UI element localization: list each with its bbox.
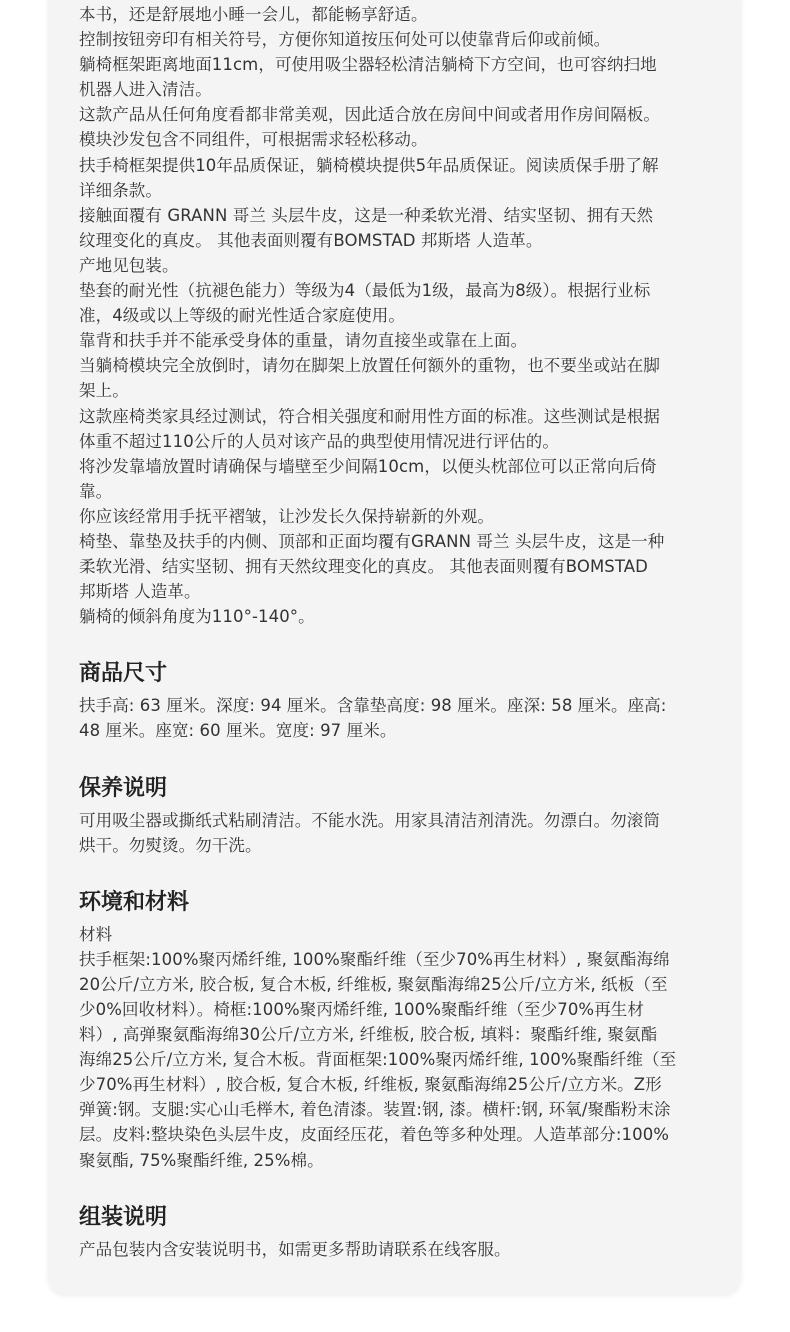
product-info-content — [79, 0, 719, 1262]
description-line: 模块沙发包含不同组件，可根据需求轻松移动。 — [79, 130, 428, 150]
description-line: 椅垫、靠垫及扶手的内侧、顶部和正面均覆有GRANN 哥兰 头层牛皮，这是一种 — [79, 531, 665, 551]
care-line: 烘干。勿熨烫。勿干洗。 — [79, 835, 262, 855]
assembly-line: 产品包装内含安装说明书，如需更多帮助请联系在线客服。 — [79, 1239, 511, 1259]
description-line: 准，4级或以上等级的耐光性适合家庭使用。 — [79, 306, 405, 326]
materials-subheading: 材料 — [79, 924, 113, 944]
materials-line: 料）, 高弹聚氨酯海绵30公斤/立方米, 纤维板, 胶合板, 填料：聚酯纤维, 聚氨酯 — [79, 1025, 658, 1045]
description-line: 纹理变化的真皮。 其他表面则覆有BOMSTAD 邦斯塔 人造革。 — [79, 230, 543, 250]
description-line: 体重不超过110公斤的人员对该产品的典型使用情况进行评估的。 — [79, 431, 559, 451]
description-line: 控制按钮旁印有相关符号，方便你知道按压何处可以使靠背后仰或前倾。 — [79, 30, 611, 50]
care-section — [79, 774, 719, 858]
dimensions-section — [79, 659, 719, 743]
description-line: 柔软光滑、结实坚韧、拥有天然纹理变化的真皮。 其他表面则覆有BOMSTAD — [79, 557, 648, 577]
materials-line: 海绵25公斤/立方米, 复合木板。背面框架:100%聚丙烯纤维, 100%聚酯纤维（至 — [79, 1050, 677, 1070]
description-line: 架上。 — [79, 381, 129, 401]
assembly-heading: 组装说明 — [79, 1204, 168, 1230]
materials-line: 聚氨酯, 75%聚酯纤维, 25%棉。 — [79, 1150, 324, 1170]
materials-heading: 环境和材料 — [79, 889, 190, 915]
description-line: 躺椅框架距离地面11cm，可使用吸尘器轻松清洁躺椅下方空间，也可容纳扫地 — [79, 55, 657, 75]
description-line: 将沙发靠墙放置时请确保与墙壁至少间隔10cm，以便头枕部位可以正常向后倚 — [79, 456, 657, 476]
description-line: 靠。 — [79, 481, 113, 501]
description-line: 邦斯塔 人造革。 — [79, 582, 201, 602]
materials-line: 层。皮料:整块染色头层牛皮，皮面经压花，着色等多种处理。人造革部分:100% — [79, 1125, 670, 1145]
description-line: 机器人进入清洁。 — [79, 80, 212, 100]
description-line: 产地见包装。 — [79, 255, 179, 275]
assembly-section — [79, 1203, 719, 1262]
description-line: 垫套的耐光性（抗褪色能力）等级为4（最低为1级，最高为8级）。根据行业标 — [79, 281, 651, 301]
description-line: 接触面覆有 GRANN 哥兰 头层牛皮，这是一种柔软光滑、结实坚韧、拥有天然 — [79, 205, 654, 225]
materials-line: 少70%再生材料）, 胶合板, 复合木板, 纤维板, 聚氨酯海绵25公斤/立方米。Z形 — [79, 1075, 662, 1095]
description-line: 这款座椅类家具经过测试，符合相关强度和耐用性方面的标准。这些测试是根据 — [79, 406, 660, 426]
description-line: 躺椅的倾斜角度为110°-140°。 — [79, 607, 315, 627]
product-description — [79, 2, 719, 629]
care-heading: 保养说明 — [79, 775, 168, 801]
description-line: 靠背和扶手并不能承受身体的重量，请勿直接坐或靠在上面。 — [79, 331, 528, 351]
description-line: 这款产品从任何角度看都非常美观，因此适合放在房间中间或者用作房间隔板。 — [79, 105, 660, 125]
description-line: 详细条款。 — [79, 180, 162, 200]
materials-line: 扶手框架:100%聚丙烯纤维, 100%聚酯纤维（至少70%再生材料）, 聚氨酯海绵 — [79, 949, 670, 969]
materials-line: 少0%回收材料）。椅框:100%聚丙烯纤维, 100%聚酯纤维（至少70%再生材 — [79, 1000, 644, 1019]
care-line: 可用吸尘器或撕纸式粘刷清洁。不能水洗。用家具清洁剂清洗。勿漂白。勿滚筒 — [79, 810, 660, 830]
dimensions-line: 扶手高: 63 厘米。深度: 94 厘米。含靠垫高度: 98 厘米。座深: 58 厘米。座高: — [79, 696, 667, 716]
materials-section — [79, 888, 719, 1173]
description-line: 当躺椅模块完全放倒时，请勿在脚架上放置任何额外的重物，也不要坐或站在脚 — [79, 356, 660, 376]
dimensions-line: 48 厘米。座宽: 60 厘米。宽度: 97 厘米。 — [79, 721, 397, 741]
materials-line: 弹簧:钢。支腿:实心山毛榉木, 着色清漆。装置:钢, 漆。横杆:钢, 环氧/聚酯粉末涂 — [79, 1100, 671, 1120]
description-line: 扶手椅框架提供10年品质保证，躺椅模块提供5年品质保证。阅读质保手册了解 — [79, 155, 659, 175]
materials-line: 20公斤/立方米, 胶合板, 复合木板, 纤维板, 聚氨酯海绵25公斤/立方米, 纸板（至 — [79, 974, 668, 994]
description-line: 你应该经常用手抚平褶皱，让沙发长久保持崭新的外观。 — [79, 506, 494, 526]
dimensions-heading: 商品尺寸 — [79, 661, 168, 687]
description-line: 本书，还是舒展地小睡一会儿，都能畅享舒适。 — [79, 5, 428, 24]
